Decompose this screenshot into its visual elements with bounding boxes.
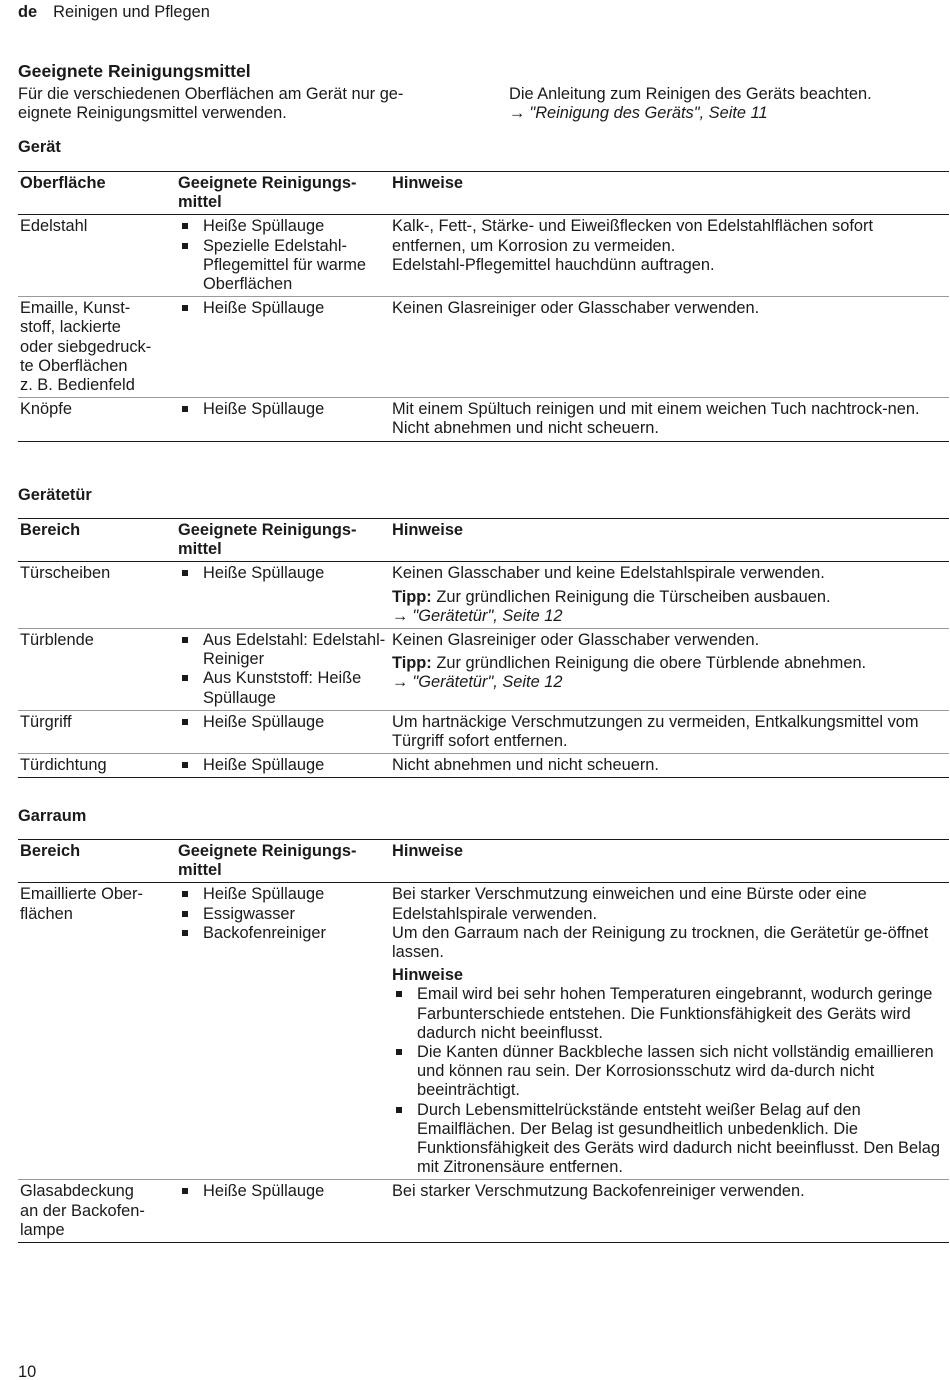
language-tag: de: [18, 3, 38, 21]
intro-left: [18, 85, 458, 123]
arrow-right-icon: →: [509, 104, 526, 123]
subheading-garraum: Garraum: [18, 807, 87, 825]
intro-right-line1: Die Anleitung zum Reinigen des Geräts beachten.: [509, 85, 872, 103]
cell-area: Türgriff: [20, 712, 72, 731]
cell-area-line: Emaillierte Ober-: [20, 885, 143, 904]
column-header-area: Bereich: [20, 521, 81, 539]
cell-area: Türblende: [20, 631, 94, 650]
column-header-agent: [176, 172, 390, 215]
cell-area-line: lampe: [20, 1220, 65, 1239]
list-item: Heiße Spüllauge: [178, 217, 390, 236]
chapter-title: Reinigen und Pflegen: [53, 3, 210, 21]
cell-agents: [176, 1180, 390, 1243]
table-geraetetuer: [18, 518, 949, 778]
table-header-row: [18, 172, 949, 215]
column-header-agent-line2: mittel: [178, 193, 222, 212]
cell-notes: [390, 710, 949, 753]
table-geraet: [18, 171, 949, 442]
intro-left-line2: eignete Reinigungsmittel verwenden.: [18, 104, 287, 123]
cell-area: Edelstahl: [20, 217, 88, 236]
column-header-agent-line2: mittel: [178, 540, 222, 559]
table-garraum: [18, 839, 949, 1243]
cell-agents: [176, 754, 390, 778]
cell-agents: [176, 562, 390, 629]
list-item: Durch Lebensmittelrückstände entsteht weißer Belag auf den Emailflächen. Der Belag ist gesundheitlich unbedenklich. Die Funktionsfähigkeit des Geräts wird dadurch nicht beeinflusst. Den Belag mit Zitronensäure entfernen.: [392, 1101, 949, 1178]
cell-notes: [390, 629, 949, 711]
cell-area-line: an der Backofen-: [20, 1201, 145, 1220]
note-text: Keinen Glasreiniger oder Glasschaber verwenden.: [392, 631, 760, 650]
table-row: [18, 710, 949, 753]
cell-area-line: Glasabdeckung: [20, 1182, 134, 1201]
list-item: Heiße Spüllauge: [178, 1182, 390, 1201]
cell-notes: [390, 754, 949, 778]
cell-area-line: Emaille, Kunst-: [20, 299, 131, 318]
cell-agents: [176, 883, 390, 1180]
cross-reference-text: "Gerätetür", Seite 12: [412, 606, 563, 625]
note-text: Edelstahl-Pflegemittel hauchdünn auftragen.: [392, 255, 715, 274]
table-row: [18, 215, 949, 297]
list-item: Heiße Spüllauge: [178, 564, 390, 583]
page-header: [18, 2, 210, 22]
list-item: Aus Edelstahl: Edelstahl-Reiniger: [178, 631, 390, 669]
arrow-right-icon: →: [392, 606, 409, 625]
cell-area-line: z. B. Bedienfeld: [20, 376, 135, 395]
note-text: Keinen Glasschaber und keine Edelstahlspirale verwenden.: [392, 564, 825, 583]
intro-right: [509, 85, 939, 123]
list-item: Heiße Spüllauge: [178, 713, 390, 732]
column-header-surface: Oberfläche: [20, 174, 106, 192]
column-header-agent-line2: mittel: [178, 861, 222, 880]
list-item: Heiße Spüllauge: [178, 756, 390, 775]
hint-heading: Hinweise: [392, 966, 464, 985]
cell-area: Knöpfe: [20, 400, 72, 419]
table-header-row: [18, 840, 949, 883]
note-text: Nicht abnehmen und nicht scheuern.: [392, 756, 659, 775]
cell-agents: [176, 629, 390, 711]
note-text: Nicht abnehmen und nicht scheuern.: [392, 419, 659, 438]
cross-reference-link[interactable]: [509, 104, 939, 123]
note-text: Um den Garraum nach der Reinigung zu trocknen, die Gerätetür ge-öffnet lassen.: [392, 923, 929, 962]
cell-area-line: te Oberflächen: [20, 356, 128, 375]
tip-body: Zur gründlichen Reinigung die obere Türblende abnehmen.: [431, 654, 867, 673]
list-item: Heiße Spüllauge: [178, 885, 390, 904]
table-row: [18, 883, 949, 1180]
page-number: 10: [18, 1363, 37, 1380]
column-header-agent: [176, 519, 390, 562]
cell-area-line: oder siebgedruck-: [20, 337, 152, 356]
note-text: Bei starker Verschmutzung Backofenreiniger verwenden.: [392, 1182, 805, 1201]
cell-agents: [176, 215, 390, 297]
note-text: Mit einem Spültuch reinigen und mit einem weichen Tuch nachtrock-nen.: [392, 400, 920, 419]
cell-agents: [176, 710, 390, 753]
intro-left-line1: Für die verschiedenen Oberflächen am Gerät nur ge-: [18, 85, 404, 103]
column-header-notes: Hinweise: [392, 174, 464, 192]
cross-reference-text: "Reinigung des Geräts", Seite 11: [529, 104, 768, 123]
cell-area: [18, 297, 176, 398]
list-item: Backofenreiniger: [178, 924, 390, 943]
table-row: [18, 754, 949, 778]
tip-label: Tipp:: [392, 587, 432, 606]
note-text: Um hartnäckige Verschmutzungen zu vermeiden, Entkalkungsmittel vom Türgriff sofort entfernen.: [392, 712, 919, 751]
cell-notes: [390, 562, 949, 629]
table-header-row: [18, 519, 949, 562]
list-item: Die Kanten dünner Backbleche lassen sich nicht vollständig emaillieren und können rau sein. Der Korrosionsschutz wird da-durch nicht beeinträchtigt.: [392, 1043, 949, 1101]
column-header-notes: Hinweise: [392, 521, 464, 539]
cell-notes: [390, 215, 949, 297]
table-row: [18, 1180, 949, 1243]
note-text: Bei starker Verschmutzung einweichen und eine Bürste oder eine Edelstahlspirale verwenden.: [392, 885, 867, 923]
column-header-area: Bereich: [20, 842, 81, 860]
column-header-agent-line1: Geeignete Reinigungs-: [178, 842, 357, 860]
tip-text: [392, 588, 949, 607]
tip-body: Zur gründlichen Reinigung die Türscheiben ausbauen.: [431, 587, 831, 606]
cell-area: [18, 883, 176, 1180]
column-header-agent: [176, 840, 390, 883]
cell-area-line: stoff, lackierte: [20, 318, 121, 337]
cell-area: Türscheiben: [20, 564, 111, 583]
cross-reference-link[interactable]: [392, 607, 949, 626]
tip-text: [392, 654, 949, 673]
arrow-right-icon: →: [392, 673, 409, 692]
list-item: Heiße Spüllauge: [178, 299, 390, 318]
table-row: [18, 297, 949, 398]
note-text: Kalk-, Fett-, Stärke- und Eiweißflecken von Edelstahlflächen sofort entfernen, um Korrosion zu vermeiden.: [392, 217, 874, 255]
list-item: Heiße Spüllauge: [178, 400, 390, 419]
cross-reference-text: "Gerätetür", Seite 12: [412, 673, 563, 692]
subheading-geraet: Gerät: [18, 138, 61, 156]
note-text: Keinen Glasreiniger oder Glasschaber verwenden.: [392, 299, 760, 318]
table-row: [18, 562, 949, 629]
subheading-geraetetuer: Gerätetür: [18, 486, 92, 504]
cell-area: [18, 1180, 176, 1243]
cell-notes: [390, 297, 949, 398]
cell-notes: [390, 883, 949, 1180]
column-header-agent-line1: Geeignete Reinigungs-: [178, 521, 357, 539]
cross-reference-link[interactable]: [392, 673, 949, 692]
list-item: Aus Kunststoff: Heiße Spüllauge: [178, 669, 390, 707]
table-row: [18, 398, 949, 441]
list-item: Email wird bei sehr hohen Temperaturen eingebrannt, wodurch geringe Farbunterschiede entstehen. Die Funktionsfähigkeit des Geräts wird dadurch nicht beeinflusst.: [392, 985, 949, 1043]
section-title: Geeignete Reinigungsmittel: [18, 61, 251, 81]
cell-notes: [390, 398, 949, 441]
tip-label: Tipp:: [392, 654, 432, 673]
cell-notes: [390, 1180, 949, 1243]
cell-agents: [176, 398, 390, 441]
table-row: [18, 629, 949, 711]
cell-area-line: flächen: [20, 904, 73, 923]
list-item: Spezielle Edelstahl-Pflegemittel für warme Oberflächen: [178, 237, 390, 295]
cell-agents: [176, 297, 390, 398]
column-header-agent-line1: Geeignete Reinigungs-: [178, 174, 357, 192]
list-item: Essigwasser: [178, 905, 390, 924]
cell-area: Türdichtung: [20, 756, 107, 775]
column-header-notes: Hinweise: [392, 842, 464, 860]
